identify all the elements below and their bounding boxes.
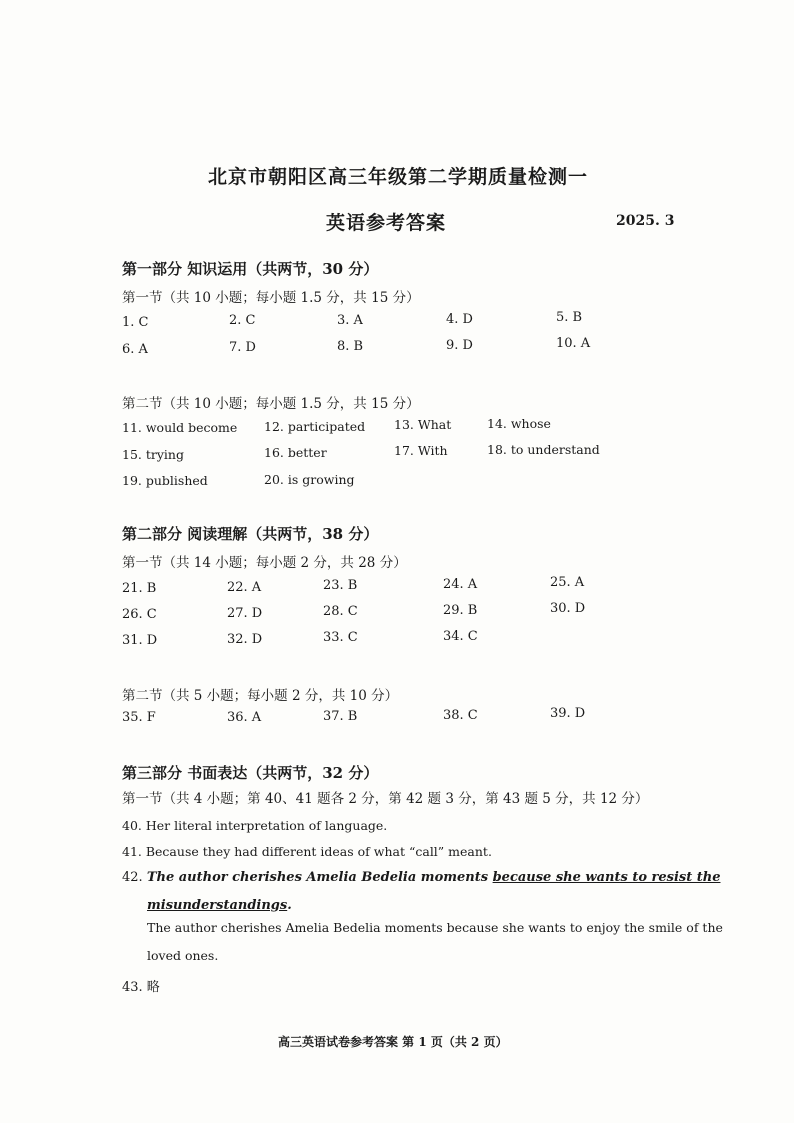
answer-36: 36. A	[227, 710, 262, 725]
answer-7: 7. D	[229, 340, 256, 355]
answer-14: 14. whose	[487, 416, 551, 431]
part2-heading: 第二部分 阅读理解（共两节，38 分）	[122, 525, 379, 543]
answer-38: 38. C	[443, 708, 478, 723]
answer-39: 39. D	[550, 706, 586, 721]
answer-6: 6. A	[122, 342, 148, 357]
answer-19: 19. published	[122, 473, 208, 488]
answer-17: 17. With	[394, 443, 448, 458]
answer-32: 32. D	[227, 632, 263, 647]
answer-37: 37. B	[323, 709, 358, 724]
answer-42-underline-2: misunderstandings	[147, 898, 288, 913]
answer-33: 33. C	[323, 630, 358, 645]
answer-42-italic: The author cherishes Amelia Bedelia moments	[146, 870, 493, 885]
answer-42-number: 42.	[122, 870, 147, 885]
answer-29: 29. B	[443, 603, 478, 618]
answer-41: 41. Because they had different ideas of what “call” meant.	[122, 844, 492, 859]
answer-11: 11. would become	[122, 420, 238, 435]
answer-30: 30. D	[550, 601, 586, 616]
part2-sec1-heading: 第一节（共 14 小题；每小题 2 分，共 28 分）	[122, 555, 407, 571]
answer-43: 43. 略	[122, 980, 160, 995]
answer-42-underline-1: because she wants to resist the	[492, 870, 721, 885]
page-footer: 高三英语试卷参考答案 第 1 页（共 2 页）	[278, 1035, 508, 1049]
answer-40: 40. Her literal interpretation of language.	[122, 818, 388, 833]
answer-13: 13. What	[394, 417, 452, 432]
answer-20: 20. is growing	[264, 472, 355, 487]
answer-10: 10. A	[556, 336, 591, 351]
part1-sec2-heading: 第二节（共 10 小题；每小题 1.5 分，共 15 分）	[122, 396, 420, 412]
answer-5: 5. B	[556, 310, 583, 325]
answer-22: 22. A	[227, 580, 262, 595]
answer-16: 16. better	[264, 445, 327, 460]
answer-42	[122, 866, 720, 885]
answer-42-alt-line1: The author cherishes Amelia Bedelia moments because she wants to enjoy the smile of the	[147, 920, 723, 935]
answer-15: 15. trying	[122, 447, 184, 462]
answer-9: 9. D	[446, 338, 473, 353]
answer-42-cont	[147, 894, 292, 913]
answer-27: 27. D	[227, 606, 263, 621]
answer-3: 3. A	[337, 313, 363, 328]
answer-34: 34. C	[443, 629, 478, 644]
answer-12: 12. participated	[264, 419, 366, 434]
part1-heading: 第一部分 知识运用（共两节，30 分）	[122, 260, 379, 278]
answer-28: 28. C	[323, 604, 358, 619]
part3-heading: 第三部分 书面表达（共两节，32 分）	[122, 764, 379, 782]
part1-sec1-heading: 第一节（共 10 小题；每小题 1.5 分，共 15 分）	[122, 290, 420, 306]
answer-1: 1. C	[122, 315, 149, 330]
answer-25: 25. A	[550, 575, 585, 590]
answer-21: 21. B	[122, 581, 157, 596]
answer-2: 2. C	[229, 313, 256, 328]
page-title: 北京市朝阳区高三年级第二学期质量检测一	[208, 166, 589, 188]
answer-26: 26. C	[122, 607, 157, 622]
answer-35: 35. F	[122, 710, 156, 725]
answer-18: 18. to understand	[487, 442, 600, 457]
page-subtitle: 英语参考答案	[326, 212, 447, 234]
answer-31: 31. D	[122, 633, 158, 648]
exam-date: 2025. 3	[616, 213, 675, 229]
answer-8: 8. B	[337, 339, 364, 354]
part2-sec2-heading: 第二节（共 5 小题；每小题 2 分，共 10 分）	[122, 688, 399, 704]
answer-23: 23. B	[323, 578, 358, 593]
answer-42-alt-line2: loved ones.	[147, 948, 219, 963]
answer-24: 24. A	[443, 577, 478, 592]
part3-sec1-heading: 第一节（共 4 小题；第 40、41 题各 2 分，第 42 题 3 分，第 43 题 5 分，共 12 分）	[122, 791, 649, 807]
answer-4: 4. D	[446, 312, 473, 327]
answer-42-period: .	[287, 898, 292, 913]
